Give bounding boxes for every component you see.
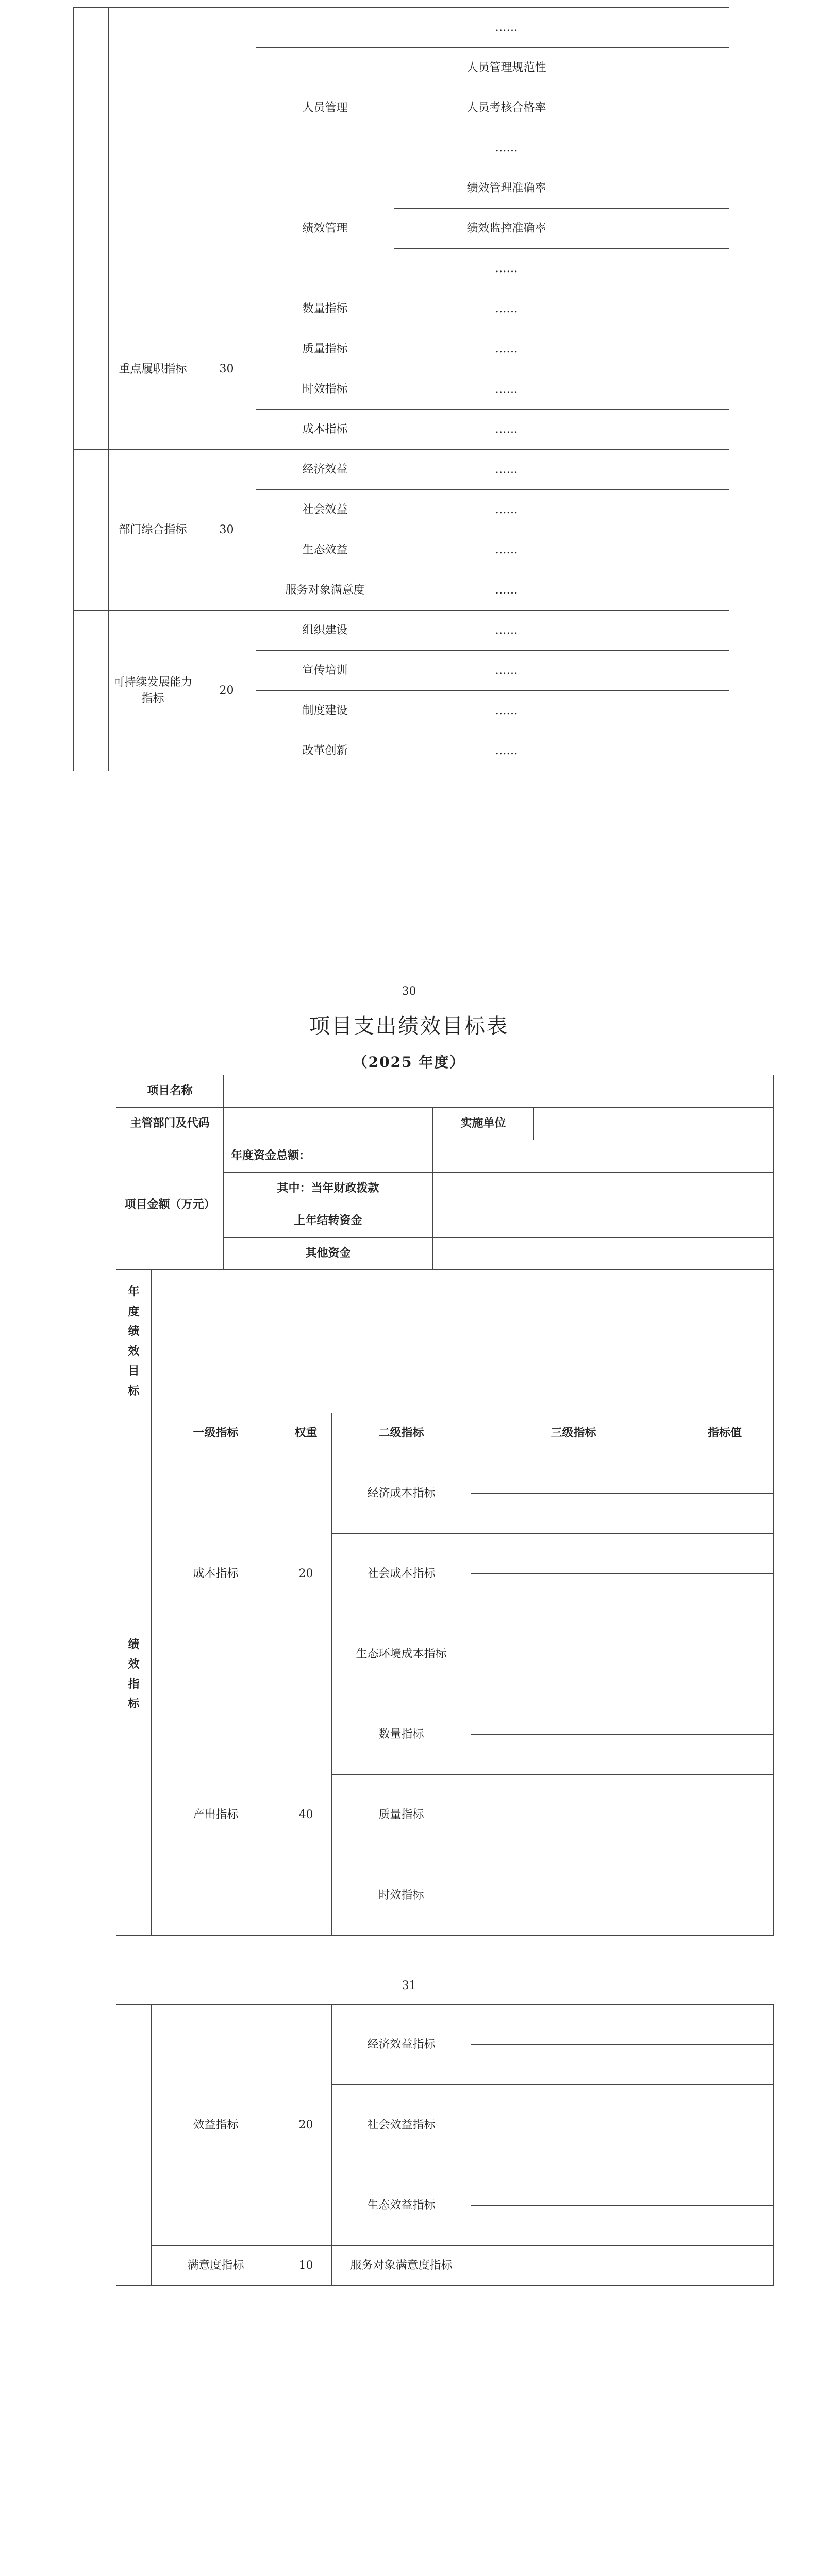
extra-cell xyxy=(619,450,729,490)
level3-cell xyxy=(471,2206,676,2246)
level3-cell xyxy=(471,1775,676,1815)
level2-satisfaction: 服务对象满意度指标 xyxy=(332,2246,471,2286)
weight-satisfaction: 10 xyxy=(280,2246,332,2286)
value-cell xyxy=(676,1735,774,1775)
header-value: 指标值 xyxy=(676,1413,774,1453)
level3-cell xyxy=(471,1735,676,1775)
level3-cell xyxy=(471,1895,676,1936)
level2-item: 质量指标 xyxy=(256,329,394,369)
value-cell: …… xyxy=(394,490,619,530)
other-funds-label: 其他资金 xyxy=(224,1238,433,1270)
level3-cell xyxy=(471,1855,676,1895)
level1-output: 产出指标 xyxy=(152,1694,280,1936)
level3-cell xyxy=(471,2085,676,2125)
first-col-cell xyxy=(74,289,109,450)
weight-cost: 20 xyxy=(280,1453,332,1694)
level1-cell-blank xyxy=(109,8,197,289)
level2-economic-benefit: 经济效益指标 xyxy=(332,2005,471,2085)
current-year-funds-label: 其中：当年财政拨款 xyxy=(224,1173,433,1205)
level2-social-cost: 社会成本指标 xyxy=(332,1534,471,1614)
carryover-funds-label: 上年结转资金 xyxy=(224,1205,433,1238)
level2-item: 社会效益 xyxy=(256,490,394,530)
extra-cell xyxy=(619,128,729,168)
first-col-cell xyxy=(116,2005,152,2286)
value-cell: …… xyxy=(394,329,619,369)
perf-indicators-label xyxy=(116,1413,152,1936)
level3-cell xyxy=(471,2165,676,2206)
carryover-funds-value xyxy=(433,1205,774,1238)
level2-quantity: 数量指标 xyxy=(332,1694,471,1775)
level3-cell xyxy=(471,2125,676,2165)
header-level2: 二级指标 xyxy=(332,1413,471,1453)
level1-sustainability: 可持续发展能力指标 xyxy=(109,611,197,771)
level3-cell xyxy=(471,2005,676,2045)
value-cell xyxy=(676,2165,774,2206)
extra-cell xyxy=(619,490,729,530)
extra-cell xyxy=(619,410,729,450)
project-name-value xyxy=(224,1075,774,1108)
total-funds-label: 年度资金总额： xyxy=(224,1140,433,1173)
header-weight: 权重 xyxy=(280,1413,332,1453)
extra-cell xyxy=(619,88,729,128)
weight-output: 40 xyxy=(280,1694,332,1936)
header-level1: 一级指标 xyxy=(152,1413,280,1453)
level3-cell xyxy=(471,1654,676,1694)
level2-item: 成本指标 xyxy=(256,410,394,450)
level3-item: …… xyxy=(394,249,619,289)
sub-cell-blank xyxy=(256,8,394,48)
level2-item: 服务对象满意度 xyxy=(256,570,394,611)
value-cell xyxy=(676,2125,774,2165)
value-cell: …… xyxy=(394,8,619,48)
value-cell xyxy=(676,1855,774,1895)
extra-cell xyxy=(619,289,729,329)
level1-dept-overall: 部门综合指标 xyxy=(109,450,197,611)
annual-goal-value xyxy=(152,1270,774,1413)
level2-item: 数量指标 xyxy=(256,289,394,329)
extra-cell xyxy=(619,570,729,611)
extra-cell xyxy=(619,249,729,289)
value-cell xyxy=(676,2085,774,2125)
extra-cell xyxy=(619,651,729,691)
level2-timeliness: 时效指标 xyxy=(332,1855,471,1936)
level3-cell xyxy=(471,1694,676,1735)
first-col-cell xyxy=(74,450,109,611)
weight-dept-overall: 30 xyxy=(197,450,256,611)
level3-cell xyxy=(471,1453,676,1494)
level3-item: 绩效监控准确率 xyxy=(394,209,619,249)
level2-item: 时效指标 xyxy=(256,369,394,410)
annual-goal-text: 年度绩效目标 xyxy=(128,1285,140,1398)
value-cell xyxy=(676,1815,774,1855)
performance-goal-table-continued xyxy=(116,2004,774,2286)
dept-value xyxy=(224,1108,433,1140)
annual-goal-label xyxy=(116,1270,152,1413)
level3-cell xyxy=(471,2045,676,2085)
dept-label: 主管部门及代码 xyxy=(116,1108,224,1140)
page-number: 31 xyxy=(402,1979,416,1992)
level1-cost: 成本指标 xyxy=(152,1453,280,1694)
value-cell xyxy=(676,1775,774,1815)
level2-item: 宣传培训 xyxy=(256,651,394,691)
value-cell: …… xyxy=(394,289,619,329)
header-level3: 三级指标 xyxy=(471,1413,676,1453)
value-cell xyxy=(676,1494,774,1534)
level2-social-benefit: 社会效益指标 xyxy=(332,2085,471,2165)
extra-cell xyxy=(619,329,729,369)
value-cell xyxy=(676,2045,774,2085)
level3-cell xyxy=(471,1574,676,1614)
current-year-funds-value xyxy=(433,1173,774,1205)
value-cell: …… xyxy=(394,450,619,490)
project-name-label: 项目名称 xyxy=(116,1075,224,1108)
value-cell xyxy=(676,1895,774,1936)
value-cell xyxy=(676,1453,774,1494)
value-cell xyxy=(676,2246,774,2286)
weight-key-duty: 30 xyxy=(197,289,256,450)
level3-item: …… xyxy=(394,128,619,168)
impl-unit-label: 实施单位 xyxy=(433,1108,534,1140)
level2-quality: 质量指标 xyxy=(332,1775,471,1855)
performance-goal-table xyxy=(116,1269,774,1936)
level1-key-duty: 重点履职指标 xyxy=(109,289,197,450)
extra-cell xyxy=(619,369,729,410)
level2-perf-mgmt: 绩效管理 xyxy=(256,168,394,289)
level2-item: 改革创新 xyxy=(256,731,394,771)
project-info-table xyxy=(116,1075,774,1270)
weight-benefit: 20 xyxy=(280,2005,332,2246)
level3-cell xyxy=(471,1494,676,1534)
level3-item: 人员管理规范性 xyxy=(394,48,619,88)
extra-cell xyxy=(619,691,729,731)
value-cell xyxy=(676,1574,774,1614)
perf-indicators-text: 绩效指标 xyxy=(128,1637,140,1710)
level1-satisfaction: 满意度指标 xyxy=(152,2246,280,2286)
other-funds-value xyxy=(433,1238,774,1270)
document-subtitle: （2025 年度） xyxy=(353,1054,465,1071)
level3-cell xyxy=(471,2246,676,2286)
level2-item: 生态效益 xyxy=(256,530,394,570)
amount-label: 项目金额（万元） xyxy=(116,1140,224,1270)
value-cell xyxy=(676,1654,774,1694)
extra-cell xyxy=(619,731,729,771)
value-cell xyxy=(676,2206,774,2246)
level1-benefit: 效益指标 xyxy=(152,2005,280,2246)
impl-unit-value xyxy=(534,1108,774,1140)
performance-index-table-continued xyxy=(73,7,729,771)
extra-cell xyxy=(619,168,729,209)
level3-item: 绩效管理准确率 xyxy=(394,168,619,209)
page-number: 30 xyxy=(402,985,416,998)
value-cell: …… xyxy=(394,611,619,651)
first-col-cell xyxy=(74,611,109,771)
first-col-cell xyxy=(74,8,109,289)
value-cell: …… xyxy=(394,369,619,410)
extra-cell xyxy=(619,209,729,249)
level2-item: 经济效益 xyxy=(256,450,394,490)
value-cell: …… xyxy=(394,570,619,611)
level2-eco-cost: 生态环境成本指标 xyxy=(332,1614,471,1694)
level2-economic-cost: 经济成本指标 xyxy=(332,1453,471,1534)
value-cell xyxy=(676,1694,774,1735)
level2-eco-benefit: 生态效益指标 xyxy=(332,2165,471,2246)
level2-staff-mgmt: 人员管理 xyxy=(256,48,394,168)
value-cell: …… xyxy=(394,530,619,570)
extra-cell xyxy=(619,530,729,570)
level3-cell xyxy=(471,1534,676,1574)
extra-cell xyxy=(619,48,729,88)
value-cell: …… xyxy=(394,691,619,731)
value-cell xyxy=(676,2005,774,2045)
weight-sustainability: 20 xyxy=(197,611,256,771)
value-cell: …… xyxy=(394,410,619,450)
level2-item: 制度建设 xyxy=(256,691,394,731)
level3-cell xyxy=(471,1815,676,1855)
value-cell xyxy=(676,1534,774,1574)
weight-cell-blank xyxy=(197,8,256,289)
extra-cell xyxy=(619,611,729,651)
level3-item: 人员考核合格率 xyxy=(394,88,619,128)
document-title: 项目支出绩效目标表 xyxy=(309,1014,509,1038)
total-funds-value xyxy=(433,1140,774,1173)
value-cell: …… xyxy=(394,731,619,771)
value-cell: …… xyxy=(394,651,619,691)
level3-cell xyxy=(471,1614,676,1654)
value-cell xyxy=(676,1614,774,1654)
level2-item: 组织建设 xyxy=(256,611,394,651)
extra-cell xyxy=(619,8,729,48)
